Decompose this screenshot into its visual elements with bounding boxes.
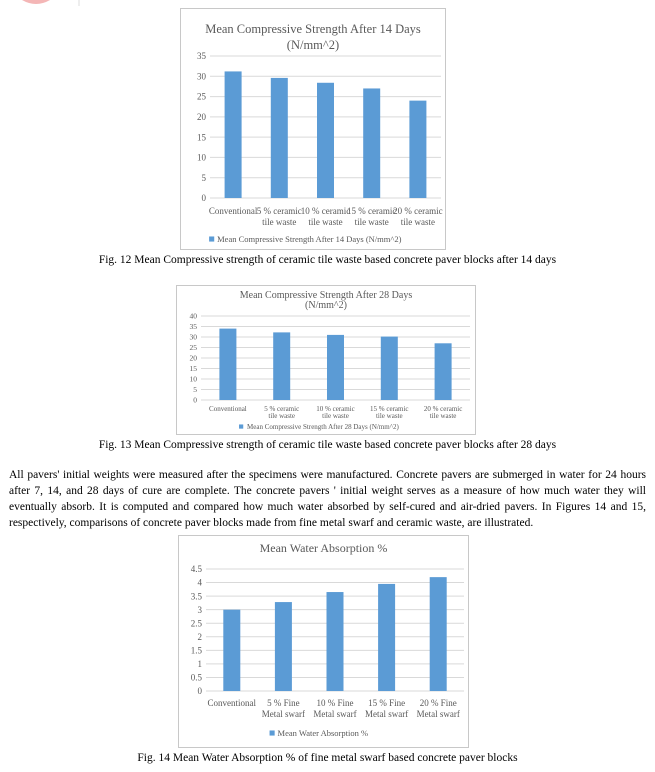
- chart-water-absorption-svg: [179, 536, 468, 747]
- x-tick-label: tile waste: [375, 412, 403, 420]
- y-tick-label: 1: [197, 659, 202, 670]
- y-tick-label: 2.5: [190, 618, 202, 629]
- bar: [327, 592, 344, 691]
- y-tick-label: 0.5: [190, 672, 202, 683]
- y-tick-label: 3: [197, 604, 202, 615]
- legend-swatch: [270, 730, 275, 735]
- y-tick-label: 40: [189, 311, 197, 321]
- bar: [225, 71, 242, 198]
- y-tick-label: 5: [201, 172, 206, 183]
- chart-title: Mean Compressive Strength After 28 Days: [239, 290, 413, 301]
- bar: [317, 83, 334, 198]
- x-tick-label: 20 % Fine: [419, 698, 457, 708]
- y-tick-label: 15: [197, 132, 206, 143]
- y-tick-label: 15: [189, 364, 197, 374]
- y-tick-label: 1.5: [190, 645, 202, 656]
- y-tick-label: 35: [189, 322, 197, 332]
- x-tick-label: 20 % ceramic: [393, 206, 443, 216]
- x-tick-label: tile waste: [400, 217, 436, 227]
- bar: [223, 610, 240, 691]
- x-tick-label: Metal swarf: [313, 709, 357, 719]
- y-tick-label: 5: [193, 385, 197, 395]
- legend-label: Mean Compressive Strength After 28 Days (N/mm^2): [247, 423, 399, 431]
- chart-title: (N/mm^2): [286, 38, 340, 52]
- legend-swatch: [209, 236, 214, 241]
- x-tick-label: tile waste: [308, 217, 343, 227]
- x-tick-label: 20 % ceramic: [423, 405, 463, 413]
- x-tick-label: tile waste: [262, 217, 297, 227]
- bar: [327, 335, 344, 400]
- chart-title: (N/mm^2): [305, 300, 347, 311]
- bar: [275, 602, 292, 691]
- x-tick-label: tile waste: [354, 217, 389, 227]
- x-tick-label: 5 % ceramic: [256, 206, 302, 216]
- legend-label: Mean Compressive Strength After 14 Days (N/mm^2): [217, 234, 402, 244]
- bar: [430, 577, 447, 691]
- y-tick-label: 10: [189, 374, 197, 384]
- chart-28-days: [176, 285, 476, 435]
- x-tick-label: 10 % Fine: [316, 698, 354, 708]
- legend-swatch: [239, 424, 243, 428]
- y-tick-label: 10: [197, 152, 206, 163]
- y-tick-label: 20: [197, 112, 206, 123]
- chart-28-days-svg: [177, 286, 475, 434]
- x-tick-label: Conventional: [208, 206, 258, 216]
- chart-title: Mean Water Absorption %: [259, 541, 388, 555]
- x-tick-label: Metal swarf: [261, 709, 306, 719]
- y-tick-label: 4: [197, 577, 202, 588]
- figure-13-caption: Fig. 13 Mean Compressive strength of ceramic tile waste based concrete paver blocks after 28 days: [98, 439, 557, 451]
- legend-label: Mean Water Absorption %: [277, 728, 369, 738]
- logo-fragment-icon: [0, 0, 80, 6]
- y-tick-label: 30: [197, 71, 206, 82]
- x-tick-label: Conventional: [209, 405, 247, 413]
- x-tick-label: tile waste: [429, 412, 457, 420]
- x-tick-label: 15 % ceramic: [370, 405, 409, 413]
- y-tick-label: 2: [197, 631, 202, 642]
- body-paragraph: All pavers' initial weights were measured after the specimens were manufactured. Concrete pavers are submerged in water for 24 hours after 7, 14, and 28 days of cure are complete. The concrete pavers ' initial weight serves as a measure of how much water they will eventually absorb. It is computed and compared how much water absorbed by self-cured and air-dried pavers. In Figures 14 and 15, respectively, comparisons of concrete paver blocks made from fine metal swarf and ceramic waste, are illustrated.: [9, 469, 646, 529]
- y-tick-label: 20: [189, 353, 197, 363]
- y-tick-label: 0: [201, 193, 206, 204]
- x-tick-label: 15 % ceramic: [346, 206, 397, 216]
- bar: [435, 343, 452, 400]
- x-tick-label: 10 % ceramic: [316, 405, 355, 413]
- bar: [219, 329, 236, 400]
- x-tick-label: 10 % ceramic: [300, 206, 351, 216]
- x-tick-label: tile waste: [322, 412, 349, 420]
- y-tick-label: 3.5: [190, 591, 202, 602]
- figure-12-caption: Fig. 12 Mean Compressive strength of ceramic tile waste based concrete paver blocks after 14 days: [98, 254, 557, 266]
- chart-water-absorption: [178, 535, 469, 748]
- y-tick-label: 4.5: [190, 564, 202, 575]
- chart-14-days-svg: [181, 9, 445, 249]
- x-tick-label: Conventional: [207, 698, 257, 708]
- y-tick-label: 0: [193, 395, 197, 405]
- y-tick-label: 35: [197, 51, 206, 62]
- chart-title: Mean Compressive Strength After 14 Days: [205, 22, 421, 36]
- x-tick-label: 15 % Fine: [368, 698, 406, 708]
- bar: [409, 101, 426, 198]
- x-tick-label: tile waste: [268, 412, 296, 420]
- x-tick-label: Metal swarf: [416, 709, 460, 719]
- chart-14-days: [180, 8, 446, 250]
- bar: [378, 584, 395, 691]
- bar: [271, 78, 288, 198]
- x-tick-label: Metal swarf: [364, 709, 409, 719]
- bar: [363, 88, 380, 198]
- figure-14-caption: Fig. 14 Mean Water Absorption % of fine metal swarf based concrete paver blocks: [137, 752, 518, 764]
- x-tick-label: 5 % Fine: [267, 698, 300, 708]
- bar: [273, 332, 290, 400]
- y-tick-label: 30: [189, 332, 197, 342]
- x-tick-label: 5 % ceramic: [264, 405, 300, 413]
- bar: [381, 337, 398, 400]
- y-tick-label: 25: [189, 343, 197, 353]
- y-tick-label: 25: [197, 91, 206, 102]
- y-tick-label: 0: [197, 686, 202, 697]
